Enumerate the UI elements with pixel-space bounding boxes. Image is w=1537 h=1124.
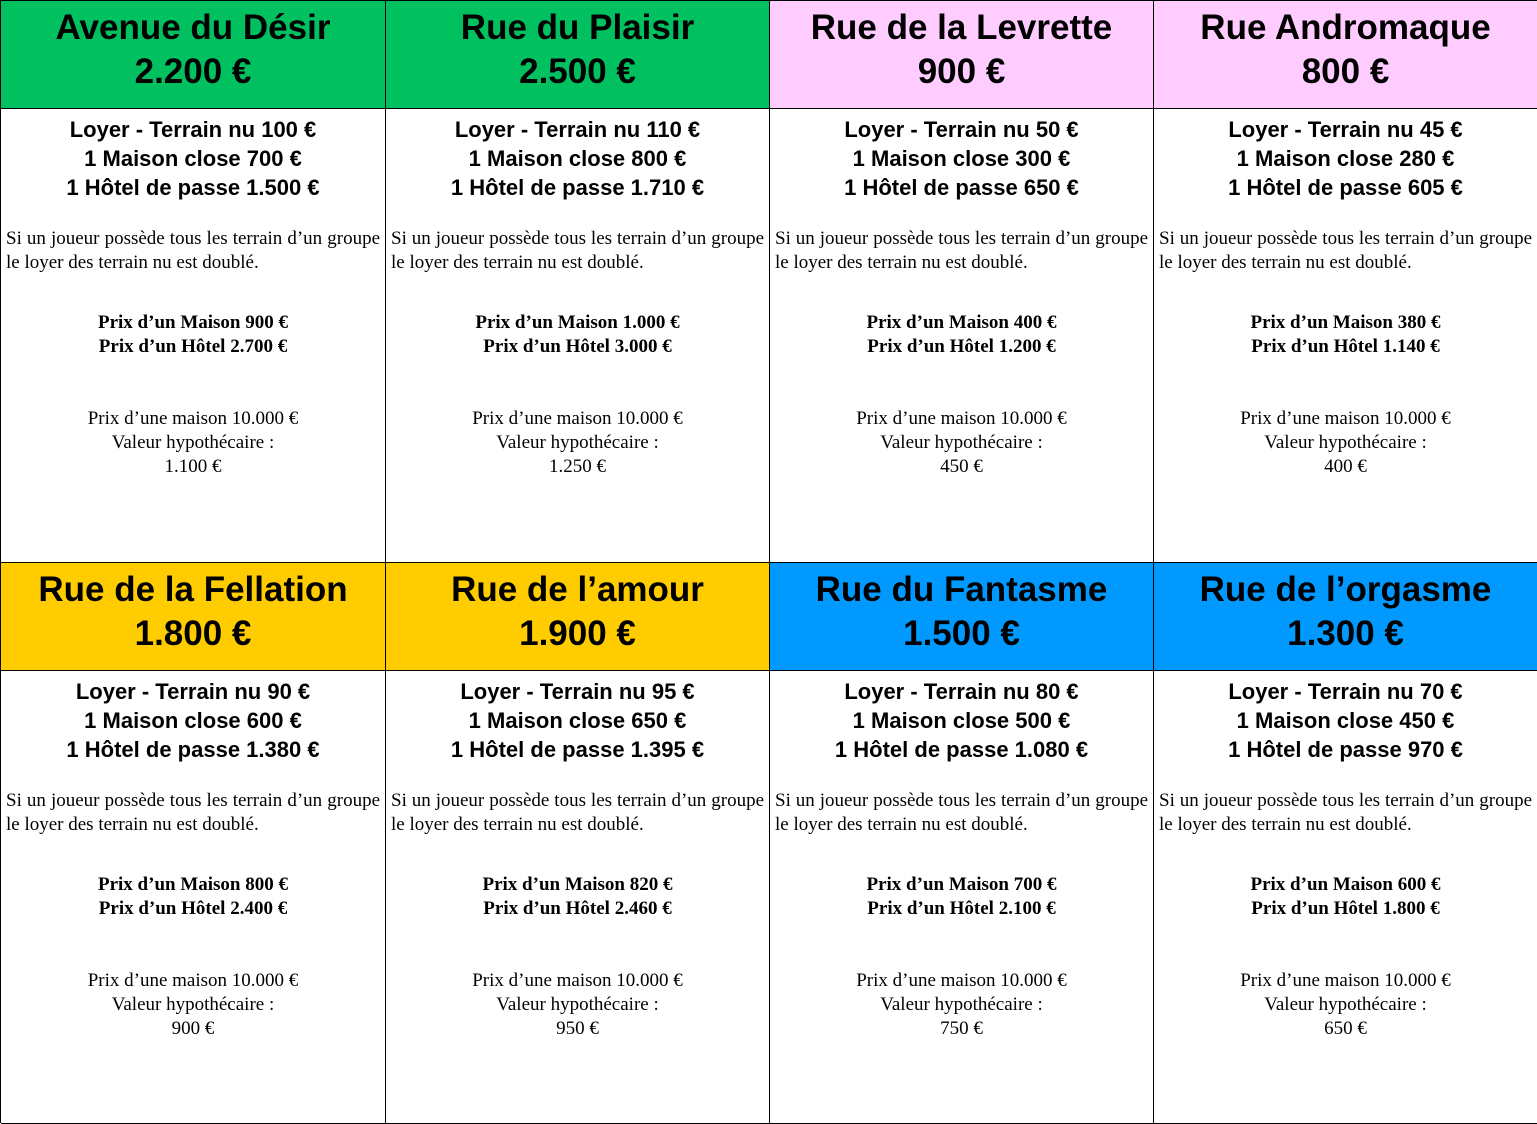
rent-list — [770, 677, 1153, 764]
rent-list — [770, 115, 1153, 202]
rule-text: Si un joueur possède tous les terrain d’un groupe le loyer des terrain nu est doublé. — [1159, 790, 1532, 835]
house-price-label: Prix d’une maison 10.000 € — [856, 970, 1067, 991]
house-price-label: Prix d’une maison 10.000 € — [87, 408, 299, 429]
hotel-cost: Prix d’un Hôtel 1.800 € — [1251, 898, 1440, 919]
mortgage-block — [386, 969, 769, 1041]
mortgage-block — [1154, 969, 1537, 1041]
property-name: Rue du Plaisir — [460, 8, 695, 47]
build-costs — [1154, 873, 1537, 921]
rent-land: Loyer - Terrain nu 80 € — [844, 679, 1079, 704]
rent-land: Loyer - Terrain nu 50 € — [844, 117, 1079, 142]
mortgage-value: 450 € — [940, 456, 983, 477]
build-costs — [386, 311, 769, 359]
build-costs — [1154, 311, 1537, 359]
property-price: 1.900 € — [519, 614, 636, 653]
mortgage-value: 900 € — [171, 1018, 215, 1039]
property-name: Rue de la Fellation — [38, 570, 348, 609]
rent-land: Loyer - Terrain nu 45 € — [1228, 117, 1463, 142]
rent-house: 1 Maison close 700 € — [84, 146, 302, 171]
build-costs — [770, 873, 1153, 921]
rent-hotel: 1 Hôtel de passe 605 € — [1228, 175, 1463, 200]
rent-house: 1 Maison close 650 € — [468, 708, 687, 733]
mortgage-block — [1154, 407, 1537, 479]
build-costs — [1, 873, 385, 921]
rule-text: Si un joueur possède tous les terrain d’un groupe le loyer des terrain nu est doublé. — [775, 228, 1148, 273]
mortgage-block — [1, 407, 385, 479]
property-name: Avenue du Désir — [55, 8, 331, 47]
property-price: 800 € — [1301, 52, 1390, 91]
rent-hotel: 1 Hôtel de passe 1.710 € — [450, 175, 705, 200]
card-header — [386, 563, 769, 671]
property-name: Rue de la Levrette — [810, 8, 1113, 47]
card-header — [1, 1, 385, 109]
house-cost: Prix d’un Maison 380 € — [1250, 312, 1441, 333]
rent-hotel: 1 Hôtel de passe 650 € — [844, 175, 1079, 200]
card-header — [770, 1, 1153, 109]
house-cost: Prix d’un Maison 900 € — [97, 312, 289, 333]
rent-house: 1 Maison close 600 € — [84, 708, 302, 733]
property-name: Rue Andromaque — [1200, 8, 1491, 47]
rent-hotel: 1 Hôtel de passe 970 € — [1228, 737, 1463, 762]
property-price: 900 € — [917, 52, 1006, 91]
rent-land: Loyer - Terrain nu 95 € — [460, 679, 695, 704]
mortgage-value: 1.100 € — [164, 456, 222, 477]
house-cost: Prix d’un Maison 600 € — [1250, 874, 1441, 895]
mortgage-label: Valeur hypothécaire : — [880, 994, 1043, 1015]
rent-hotel: 1 Hôtel de passe 1.500 € — [66, 175, 320, 200]
house-cost: Prix d’un Maison 820 € — [482, 874, 673, 895]
rule-text: Si un joueur possède tous les terrain d’un groupe le loyer des terrain nu est doublé. — [1159, 228, 1532, 273]
property-card — [770, 1, 1154, 563]
hotel-cost: Prix d’un Hôtel 2.460 € — [483, 898, 672, 919]
property-price: 1.300 € — [1287, 614, 1404, 653]
mortgage-block — [770, 407, 1153, 479]
rule-text: Si un joueur possède tous les terrain d’un groupe le loyer des terrain nu est doublé. — [391, 790, 764, 835]
rent-house: 1 Maison close 800 € — [468, 146, 687, 171]
house-price-label: Prix d’une maison 10.000 € — [856, 408, 1067, 429]
mortgage-block — [386, 407, 769, 479]
mortgage-label: Valeur hypothécaire : — [111, 432, 275, 453]
mortgage-label: Valeur hypothécaire : — [1264, 432, 1427, 453]
rent-list — [1, 677, 385, 764]
property-card — [770, 563, 1154, 1124]
house-price-label: Prix d’une maison 10.000 € — [1240, 970, 1451, 991]
card-header — [1154, 563, 1537, 671]
mortgage-label: Valeur hypothécaire : — [880, 432, 1043, 453]
rent-list — [386, 677, 769, 764]
mortgage-block — [1, 969, 385, 1041]
house-cost: Prix d’un Maison 400 € — [866, 312, 1057, 333]
house-cost: Prix d’un Maison 1.000 € — [475, 312, 680, 333]
rule-text: Si un joueur possède tous les terrain d’un groupe le loyer des terrain nu est doublé. — [6, 228, 380, 273]
rent-list — [386, 115, 769, 202]
rent-house: 1 Maison close 450 € — [1236, 708, 1455, 733]
rent-list — [1154, 115, 1537, 202]
build-costs — [770, 311, 1153, 359]
mortgage-label: Valeur hypothécaire : — [1264, 994, 1427, 1015]
rent-list — [1154, 677, 1537, 764]
rent-land: Loyer - Terrain nu 110 € — [454, 117, 701, 142]
hotel-cost: Prix d’un Hôtel 1.200 € — [867, 336, 1056, 357]
rent-house: 1 Maison close 500 € — [852, 708, 1071, 733]
mortgage-value: 1.250 € — [549, 456, 606, 477]
property-card — [386, 1, 770, 563]
mortgage-value: 750 € — [940, 1018, 983, 1039]
mortgage-block — [770, 969, 1153, 1041]
rent-hotel: 1 Hôtel de passe 1.380 € — [66, 737, 320, 762]
house-price-label: Prix d’une maison 10.000 € — [1240, 408, 1451, 429]
property-name: Rue du Fantasme — [815, 570, 1108, 609]
rent-house: 1 Maison close 280 € — [1236, 146, 1455, 171]
property-price: 1.800 € — [134, 614, 252, 653]
rent-land: Loyer - Terrain nu 70 € — [1228, 679, 1463, 704]
hotel-cost: Prix d’un Hôtel 2.100 € — [867, 898, 1056, 919]
mortgage-value: 650 € — [1324, 1018, 1367, 1039]
property-card — [386, 563, 770, 1124]
mortgage-value: 950 € — [556, 1018, 599, 1039]
mortgage-label: Valeur hypothécaire : — [496, 994, 659, 1015]
rule-text: Si un joueur possède tous les terrain d’un groupe le loyer des terrain nu est doublé. — [775, 790, 1148, 835]
hotel-cost: Prix d’un Hôtel 3.000 € — [483, 336, 672, 357]
card-header — [770, 563, 1153, 671]
property-card — [1154, 1, 1537, 563]
rent-list — [1, 115, 385, 202]
rent-land: Loyer - Terrain nu 90 € — [75, 679, 311, 704]
property-card — [1154, 563, 1537, 1124]
hotel-cost: Prix d’un Hôtel 2.400 € — [98, 898, 288, 919]
hotel-cost: Prix d’un Hôtel 1.140 € — [1251, 336, 1440, 357]
card-header — [386, 1, 769, 109]
card-header — [1154, 1, 1537, 109]
rent-land: Loyer - Terrain nu 100 € — [69, 117, 317, 142]
rent-hotel: 1 Hôtel de passe 1.080 € — [834, 737, 1089, 762]
property-name: Rue de l’amour — [451, 570, 704, 609]
rent-house: 1 Maison close 300 € — [852, 146, 1071, 171]
property-card — [1, 1, 386, 563]
mortgage-label: Valeur hypothécaire : — [111, 994, 275, 1015]
mortgage-label: Valeur hypothécaire : — [496, 432, 659, 453]
build-costs — [1, 311, 385, 359]
build-costs — [386, 873, 769, 921]
house-price-label: Prix d’une maison 10.000 € — [472, 970, 683, 991]
property-name: Rue de l’orgasme — [1199, 570, 1492, 609]
rent-hotel: 1 Hôtel de passe 1.395 € — [450, 737, 705, 762]
property-price: 2.500 € — [519, 52, 636, 91]
property-price: 2.200 € — [134, 52, 252, 91]
rule-text: Si un joueur possède tous les terrain d’un groupe le loyer des terrain nu est doublé. — [6, 790, 380, 835]
house-price-label: Prix d’une maison 10.000 € — [472, 408, 683, 429]
hotel-cost: Prix d’un Hôtel 2.700 € — [98, 336, 288, 357]
rule-text: Si un joueur possède tous les terrain d’un groupe le loyer des terrain nu est doublé. — [391, 228, 764, 273]
mortgage-value: 400 € — [1324, 456, 1367, 477]
property-card — [1, 563, 386, 1124]
card-header — [1, 563, 385, 671]
house-cost: Prix d’un Maison 800 € — [97, 874, 289, 895]
house-cost: Prix d’un Maison 700 € — [866, 874, 1057, 895]
house-price-label: Prix d’une maison 10.000 € — [87, 970, 299, 991]
property-price: 1.500 € — [903, 614, 1020, 653]
